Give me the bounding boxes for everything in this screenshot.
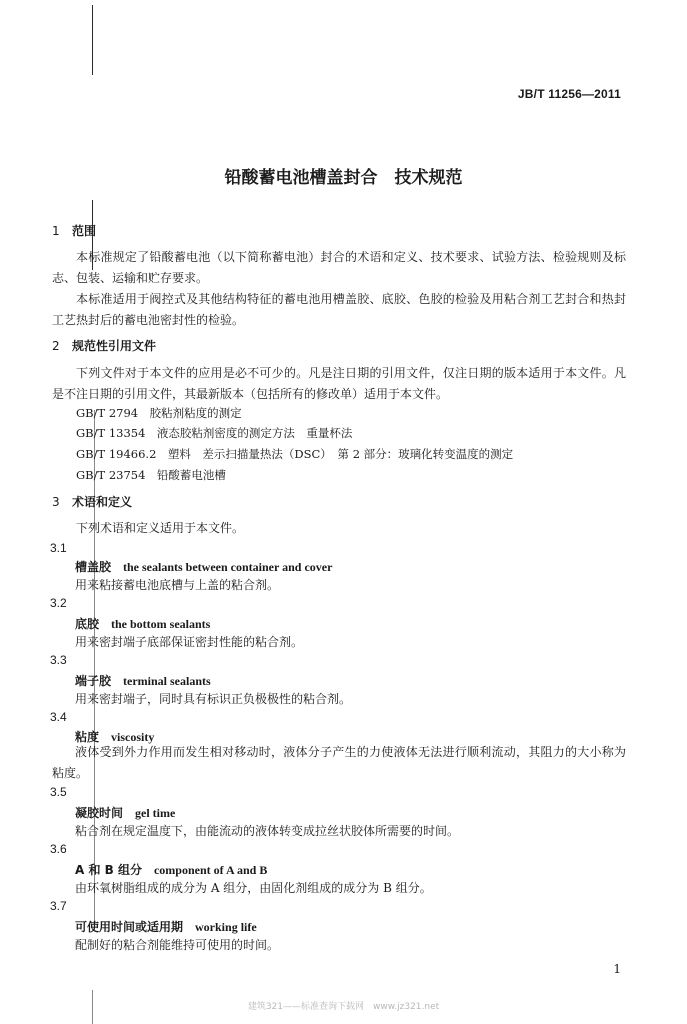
page-number: 1 xyxy=(613,962,621,976)
term-name: 底胶 the bottom sealants xyxy=(75,617,211,631)
reference-item: GB/T 2794 胶粘剂粘度的测定 xyxy=(76,406,242,420)
reference-item: GB/T 13354 液态胶粘剂密度的测定方法 重量杯法 xyxy=(76,426,353,440)
term-name: A 和 B 组分 component of A and B xyxy=(75,863,268,877)
term-name: 凝胶时间 gel time xyxy=(75,806,176,820)
term-name: 槽盖胶 the sealants between container and cover xyxy=(75,560,333,574)
reference-item: GB/T 23754 铅酸蓄电池槽 xyxy=(76,468,226,482)
reference-item: GB/T 19466.2 塑料 差示扫描量热法（DSC） 第 2 部分：玻璃化转变温度的测定 xyxy=(76,447,514,461)
term-name: 可使用时间或适用期 working life xyxy=(75,920,257,934)
term-definition: 用来粘接蓄电池底槽与上盖的粘合剂。 xyxy=(75,578,280,592)
document-title: 铅酸蓄电池槽盖封合 技术规范 xyxy=(224,168,463,188)
term-definition: 用来密封端子，同时具有标识正负极极性的粘合剂。 xyxy=(75,692,352,706)
term-definition: 由环氧树脂组成的成分为 A 组分，由固化剂组成的成分为 B 组分。 xyxy=(75,881,432,895)
footer-watermark: 建筑321——标准查询下载网 www.jz321.net xyxy=(247,1002,440,1012)
term-definition: 用来密封端子底部保证密封性能的粘合剂。 xyxy=(75,635,304,649)
term-number: 3.3 xyxy=(50,653,67,667)
section-1-paragraph-1: 本标准规定了铅酸蓄电池（以下简称蓄电池）封合的术语和定义、技术要求、试验方法、检验规则及标志、包装、运输和贮存要求。 xyxy=(52,250,626,285)
term-number: 3.4 xyxy=(50,710,67,724)
term-number: 3.6 xyxy=(50,842,67,856)
standard-number: JB/T 11256—2011 xyxy=(517,87,621,101)
section-3-heading: 3 术语和定义 xyxy=(52,495,133,509)
term-number: 3.7 xyxy=(50,899,67,913)
term-name: 端子胶 terminal sealants xyxy=(75,674,211,688)
section-1-heading: 1 范围 xyxy=(52,224,97,238)
term-name: 粘度 viscosity xyxy=(75,730,155,744)
term-definition: 配制好的粘合剂能维持可使用的时间。 xyxy=(75,938,280,952)
section-1-paragraph-2: 本标准适用于阀控式及其他结构特征的蓄电池用槽盖胶、底胶、色胶的检验及用粘合剂工艺封合和热封工艺热封后的蓄电池密封性的检验。 xyxy=(52,292,626,327)
term-number: 3.2 xyxy=(50,596,67,610)
term-number: 3.1 xyxy=(50,541,67,555)
term-definition: 液体受到外力作用而发生相对移动时，液体分子产生的力使液体无法进行顺利流动，其阻力的大小称为粘度。 xyxy=(52,745,626,780)
section-2-paragraph: 下列文件对于本文件的应用是必不可少的。凡是注日期的引用文件，仅注日期的版本适用于本文件。凡是不注日期的引用文件，其最新版本（包括所有的修改单）适用于本文件。 xyxy=(52,366,626,401)
scan-artifact-line xyxy=(94,410,95,930)
scan-artifact-line xyxy=(92,5,93,75)
term-number: 3.5 xyxy=(50,785,67,799)
term-definition: 粘合剂在规定温度下，由能流动的液体转变成拉丝状胶体所需要的时间。 xyxy=(75,824,460,838)
section-3-intro: 下列术语和定义适用于本文件。 xyxy=(76,521,245,535)
section-2-heading: 2 规范性引用文件 xyxy=(52,339,157,353)
